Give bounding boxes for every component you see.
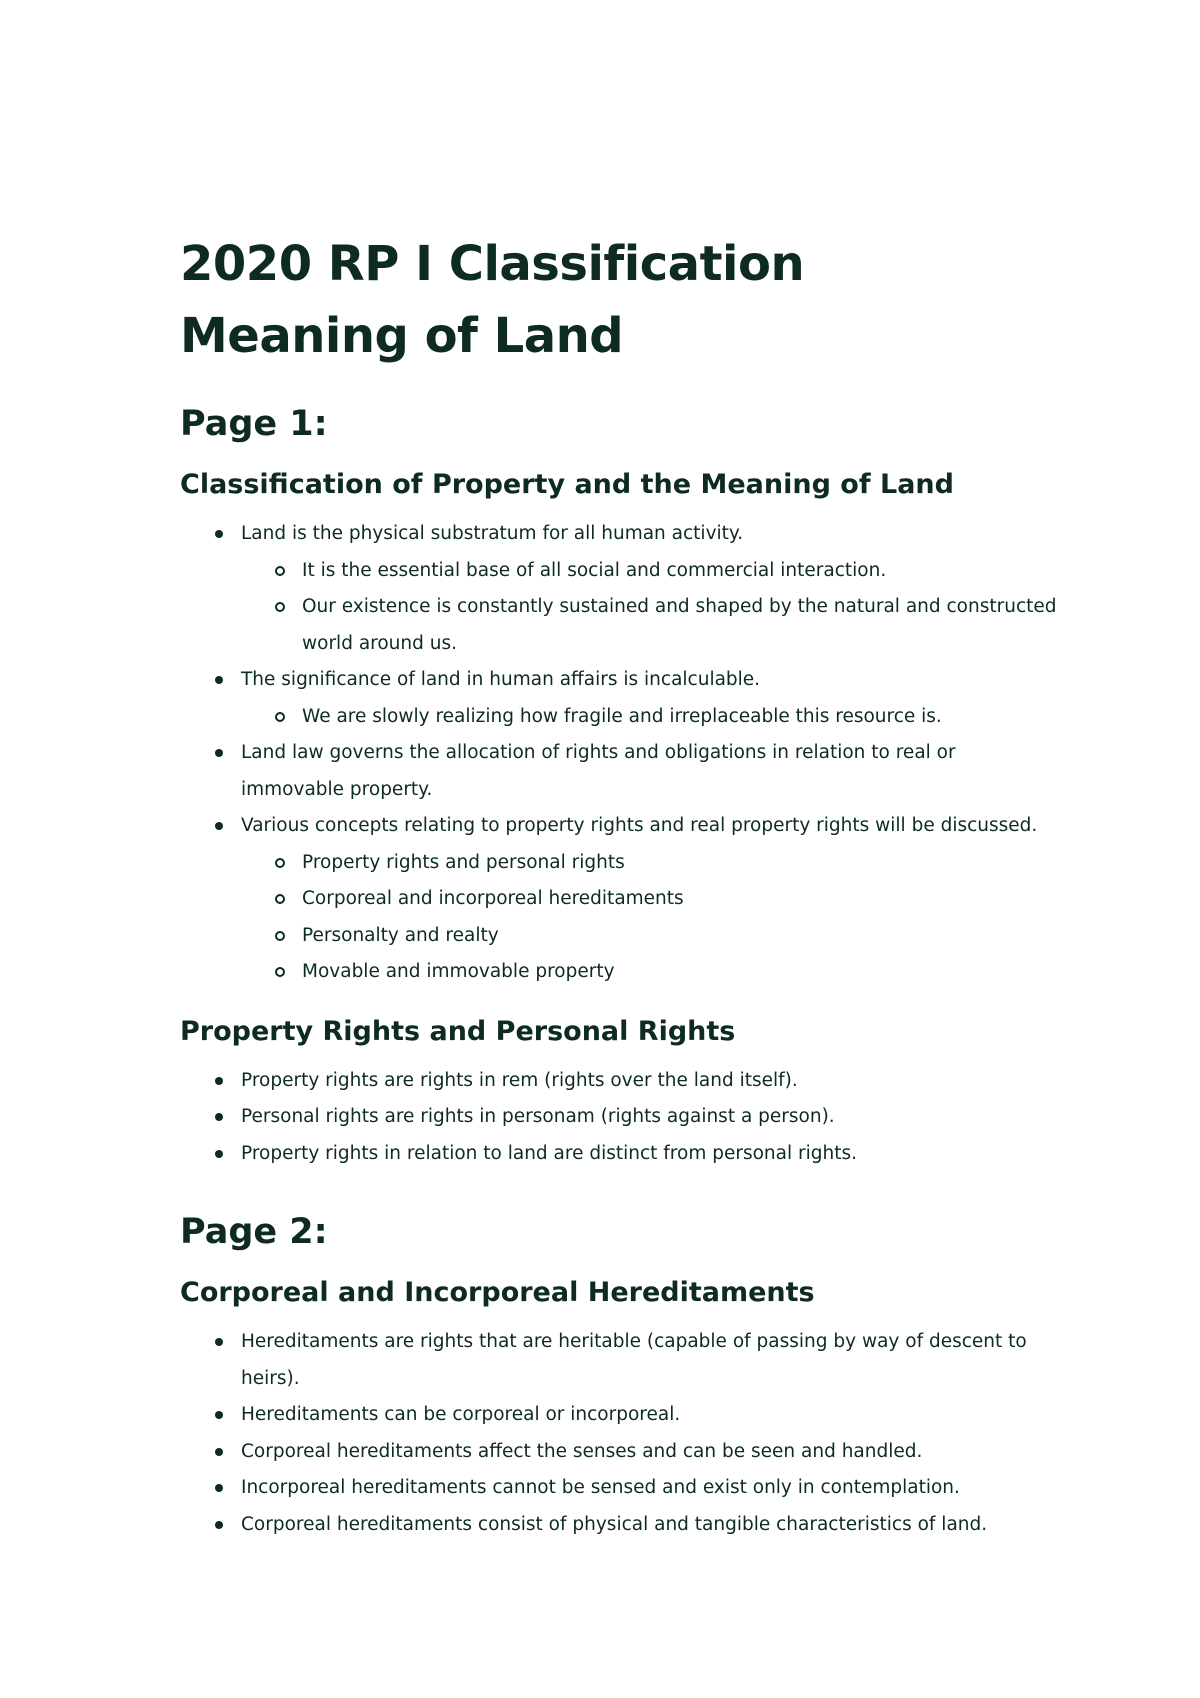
list-item (180, 735, 1060, 808)
bullet-icon (215, 1484, 223, 1492)
classification-list (180, 516, 1060, 991)
section-heading-classification: Classification of Property and the Meaning of Land (180, 469, 954, 500)
bullet-icon (215, 749, 223, 757)
document-title (180, 228, 1060, 372)
sub-list-item (241, 553, 1060, 590)
bullet-icon (215, 1411, 223, 1419)
sub-list (241, 699, 1060, 736)
list-item-text: Property rights are rights in rem (rights over the land itself). (241, 1069, 798, 1091)
sub-list-item-text: Corporeal and incorporeal hereditaments (302, 888, 684, 909)
list-item-text: Hereditaments can be corporeal or incorporeal. (241, 1404, 681, 1425)
list-item-text: Various concepts relating to property rights and real property rights will be discussed. (241, 815, 1038, 836)
page-1-heading: Page 1: (180, 404, 328, 444)
page-2-heading: Page 2: (180, 1212, 328, 1252)
list-item-text: Property rights in relation to land are distinct from personal rights. (241, 1142, 857, 1164)
hollow-bullet-icon (275, 566, 285, 576)
list-item (180, 1063, 1060, 1100)
hollow-bullet-icon (275, 602, 285, 612)
list-item (180, 516, 1060, 662)
bullet-icon (215, 1448, 223, 1456)
bullet-icon (215, 1113, 223, 1121)
list-item (180, 1470, 1060, 1507)
bullet-icon (215, 1077, 223, 1085)
title-line-2: Meaning of Land (180, 308, 624, 364)
sub-list-item-text: It is the essential base of all social and commercial interaction. (302, 559, 887, 581)
bullet-icon (215, 676, 223, 684)
sub-list-item (241, 881, 1060, 918)
list-item-text: The significance of land in human affairs is incalculable. (241, 669, 761, 690)
hollow-bullet-icon (275, 858, 285, 868)
list-item (180, 1136, 1060, 1173)
bullet-icon (215, 1521, 223, 1529)
list-item-text: Land law governs the allocation of rights and obligations in relation to real or immovable property. (241, 742, 956, 800)
section-heading-hereditaments: Corporeal and Incorporeal Hereditaments (180, 1277, 815, 1308)
sub-list-item (241, 918, 1060, 955)
bullet-icon (215, 530, 223, 538)
property-rights-list (180, 1063, 1060, 1173)
hereditaments-list (180, 1324, 1060, 1543)
list-item (180, 1434, 1060, 1471)
list-item-text: Corporeal hereditaments affect the senses and can be seen and handled. (241, 1440, 923, 1462)
list-item-text: Land is the physical substratum for all human activity. (241, 523, 744, 544)
list-item-text: Hereditaments are rights that are heritable (capable of passing by way of descent to heirs). (241, 1331, 1027, 1389)
list-item (180, 662, 1060, 735)
sub-list-item-text: Movable and immovable property (302, 961, 615, 982)
sub-list-item (241, 845, 1060, 882)
sub-list (241, 845, 1060, 991)
hollow-bullet-icon (275, 967, 285, 977)
hollow-bullet-icon (275, 712, 285, 722)
bullet-icon (215, 1338, 223, 1346)
sub-list-item (241, 954, 1060, 991)
sub-list-item-text: We are slowly realizing how fragile and irreplaceable this resource is. (302, 705, 942, 727)
list-item (180, 1324, 1060, 1397)
bullet-icon (215, 822, 223, 830)
sub-list-item-text: Personalty and realty (302, 924, 499, 946)
sub-list (241, 553, 1060, 663)
sub-list-item (241, 699, 1060, 736)
list-item (180, 1099, 1060, 1136)
list-item (180, 1397, 1060, 1434)
sub-list-item-text: Property rights and personal rights (302, 851, 625, 873)
list-item (180, 1507, 1060, 1544)
list-item-text: Corporeal hereditaments consist of physical and tangible characteristics of land. (241, 1513, 988, 1535)
list-item (180, 808, 1060, 991)
list-item-text: Incorporeal hereditaments cannot be sensed and exist only in contemplation. (241, 1477, 960, 1498)
sub-list-item-text: Our existence is constantly sustained and shaped by the natural and constructed world around us. (302, 596, 1057, 654)
title-line-1: 2020 RP I Classification (180, 236, 805, 292)
hollow-bullet-icon (275, 894, 285, 904)
section-heading-property-rights: Property Rights and Personal Rights (180, 1015, 736, 1047)
sub-list-item (241, 589, 1060, 662)
document-page (180, 228, 1060, 1543)
bullet-icon (215, 1150, 223, 1158)
list-item-text: Personal rights are rights in personam (rights against a person). (241, 1106, 835, 1127)
hollow-bullet-icon (275, 931, 285, 941)
